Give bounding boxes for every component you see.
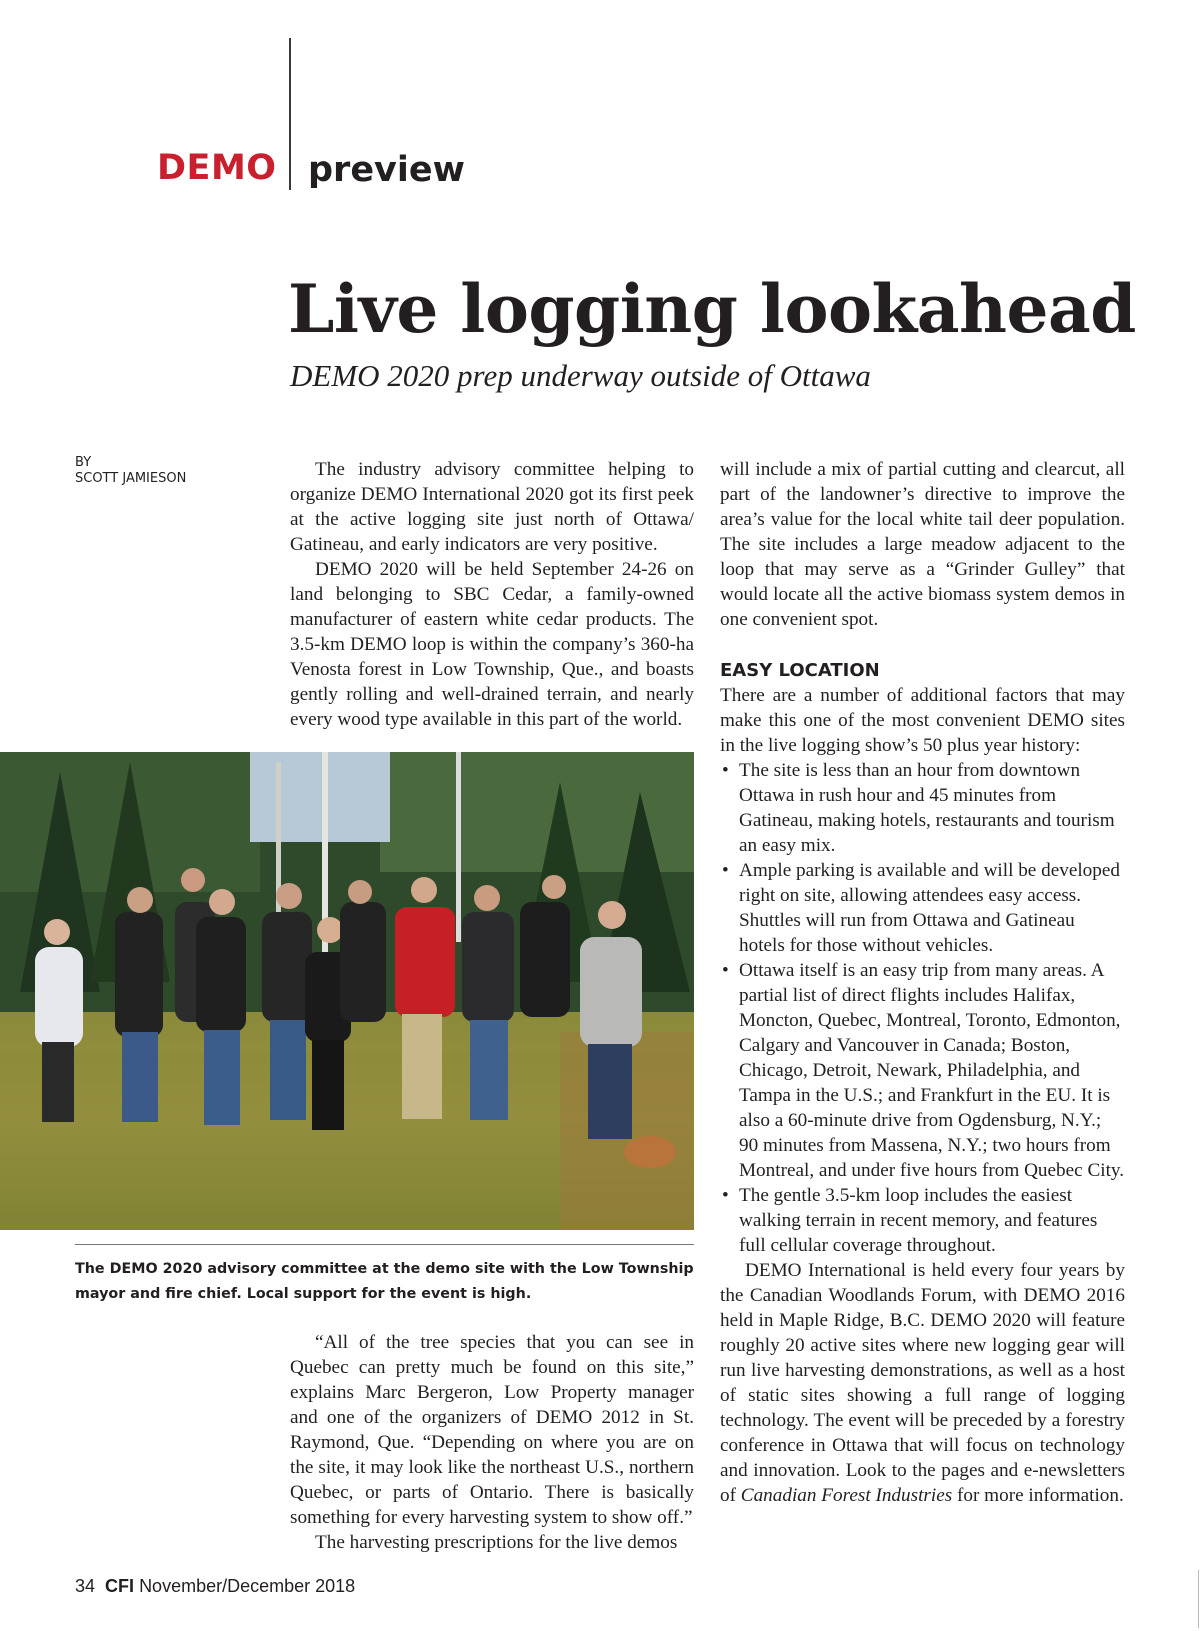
- paragraph: The industry advisory committee helping to organize DEMO International 2020 got its first peek at the active logging site just north of Ottawa/ Gatineau, and early indicators are very positive.: [290, 459, 694, 555]
- subhead: EASY LOCATION: [720, 660, 880, 681]
- list-item: [720, 1183, 1125, 1258]
- byline-author: SCOTT JAMIESON: [75, 471, 187, 486]
- closing-text-end: for more information.: [952, 1485, 1124, 1506]
- bullet-list: [720, 758, 1125, 1258]
- group-photo-illustration: [0, 752, 694, 1230]
- deck: DEMO 2020 prep underway outside of Ottawa: [290, 358, 871, 393]
- list-item-text: The site is less than an hour from downtown Ottawa in rush hour and 45 minutes from Gatineau, making hotels, restaurants and tourism an easy mix.: [739, 760, 1115, 856]
- list-item: [720, 758, 1125, 858]
- issue-date: November/December 2018: [139, 1576, 356, 1596]
- paragraph: There are a number of additional factors that may make this one of the most convenient DEMO sites in the live logging show’s 50 plus year history:: [720, 685, 1125, 756]
- byline: [75, 455, 186, 487]
- list-item: [720, 858, 1125, 958]
- page-number: 34: [75, 1576, 96, 1596]
- list-item-text: The gentle 3.5-km loop includes the easiest walking terrain in recent memory, and features full cellular coverage throughout.: [739, 1185, 1098, 1256]
- paragraph: [720, 1258, 1125, 1508]
- magazine-name: CFI: [105, 1576, 135, 1596]
- article-column-1-top: [290, 457, 694, 732]
- paragraph: “All of the tree species that you can see in Quebec can pretty much be found on this site,” explains Marc Bergeron, Low Property manager and one of the organizers of DEMO 2012 in St. Raymond, Que. “Depending on where you are on the site, it may look like the northeast U.S., northern Quebec, or parts of Ontario. There is basically something for every harvesting system to show off.”: [290, 1332, 694, 1528]
- group-photo: [0, 752, 694, 1230]
- article-column-1-bottom: [290, 1330, 694, 1555]
- caption-rule: [75, 1244, 694, 1245]
- headline: Live logging lookahead: [288, 270, 1136, 348]
- paragraph: DEMO 2020 will be held September 24-26 on land belonging to SBC Cedar, a family-owned manufacturer of eastern white cedar products. The 3.5-km DEMO loop is within the company’s 360-ha Venosta forest in Low Township, Que., and boasts gently rolling and well-drained terrain, and nearly every wood type available in this part of the world.: [290, 559, 694, 730]
- page-edge-mark: [1198, 1570, 1199, 1628]
- bullet-icon: •: [722, 760, 729, 781]
- list-item: [720, 958, 1125, 1183]
- header-divider: [289, 38, 291, 190]
- section-label: DEMO: [157, 148, 277, 188]
- bullet-icon: •: [722, 1185, 729, 1206]
- publication-name: Canadian Forest Industries: [740, 1485, 953, 1506]
- closing-text: DEMO International is held every four years by the Canadian Woodlands Forum, with DEMO 2016 held in Maple Ridge, B.C. DEMO 2020 will feature roughly 20 active sites where new logging gear will run live harvesting demonstrations, as well as a host of static sites showing a full range of logging technology. The event will be preceded by a forestry conference in Ottawa that will focus on technology and innovation. Look to the pages and e-newsletters of: [720, 1260, 1125, 1506]
- article-column-2: [720, 457, 1125, 1508]
- byline-by: BY: [75, 455, 92, 470]
- paragraph: will include a mix of partial cutting and clearcut, all part of the landowner’s directive to improve the area’s value for the local white tail deer population. The site includes a large meadow adjacent to the loop that may serve as a “Grinder Gulley” that would locate all the active biomass system demos in one convenient spot.: [720, 459, 1125, 630]
- bullet-icon: •: [722, 960, 729, 981]
- photo-caption: The DEMO 2020 advisory committee at the demo site with the Low Township mayor and fire chief. Local support for the event is high.: [75, 1261, 694, 1302]
- page-footer: [75, 1576, 355, 1597]
- bullet-icon: •: [722, 860, 729, 881]
- section-sublabel: preview: [308, 150, 465, 190]
- paragraph: The harvesting prescriptions for the live demos: [315, 1532, 678, 1553]
- list-item-text: Ample parking is available and will be developed right on site, allowing attendees easy access. Shuttles will run from Ottawa and Gatineau hotels for those without vehicles.: [739, 860, 1120, 956]
- list-item-text: Ottawa itself is an easy trip from many areas. A partial list of direct flights includes Halifax, Moncton, Quebec, Montreal, Toronto, Edmonton, Calgary and Vancouver in Canada; Boston, Chicago, Detroit, Newark, Philadelphia, and Tampa in the U.S.; and Frankfurt in the EU. It is also a 60-minute drive from Ogdensburg, N.Y.; 90 minutes from Massena, N.Y.; two hours from Montreal, and under five hours from Quebec City.: [739, 960, 1125, 1181]
